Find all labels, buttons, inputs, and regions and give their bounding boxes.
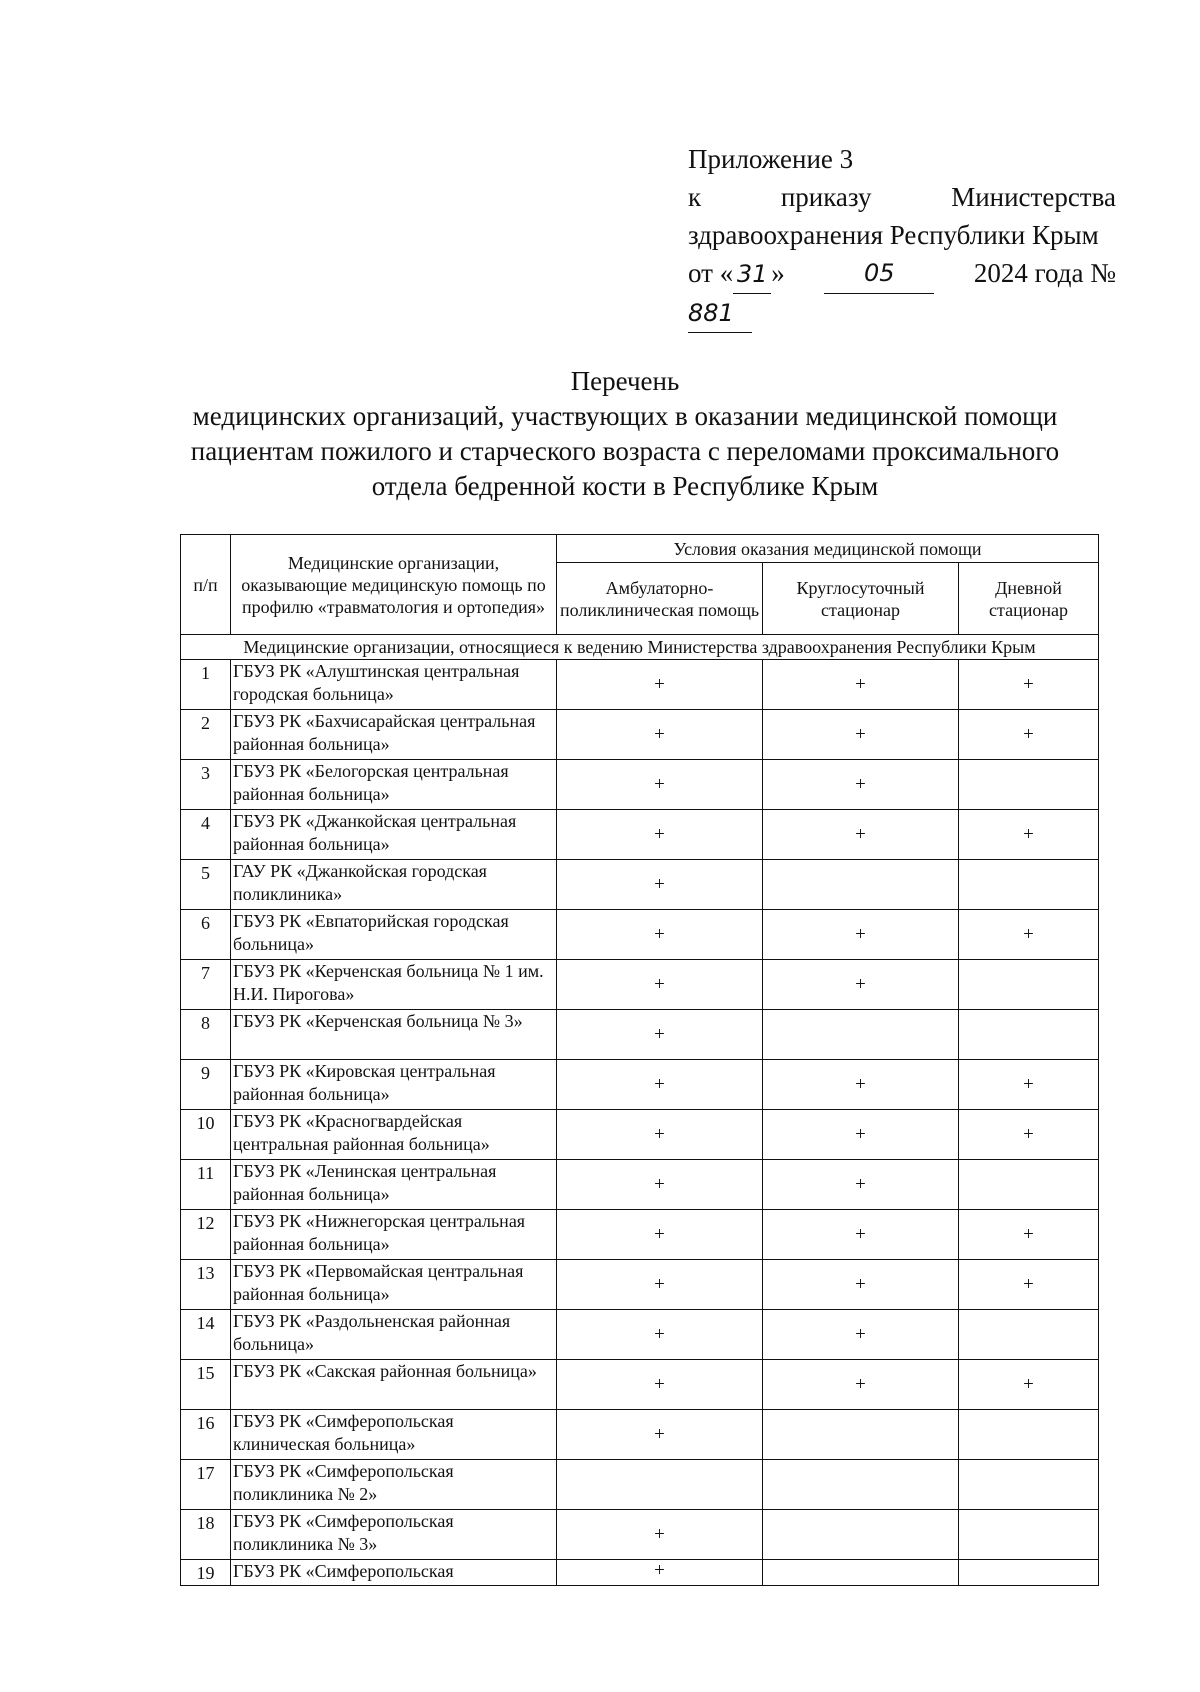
row-number: 9 <box>181 1060 231 1110</box>
row-number: 5 <box>181 860 231 910</box>
row-ambulatory-mark: + <box>557 1160 763 1210</box>
row-number: 11 <box>181 1160 231 1210</box>
header-hospital: Круглосуточный стационар <box>763 563 959 635</box>
table-row <box>181 810 1099 860</box>
table-row <box>181 710 1099 760</box>
row-hospital-mark: + <box>763 810 959 860</box>
row-ambulatory-mark: + <box>557 710 763 760</box>
row-number: 18 <box>181 1510 231 1560</box>
row-number: 16 <box>181 1410 231 1460</box>
row-ambulatory-mark: + <box>557 1110 763 1160</box>
header-org: Медицинские организации, оказывающие медицинскую помощь по профилю «травматология и ортопедия» <box>231 535 557 635</box>
appendix-title: Приложение 3 <box>688 144 854 174</box>
row-organization: ГБУЗ РК «Белогорская центральная районная больница» <box>231 760 557 810</box>
row-ambulatory-mark: + <box>557 760 763 810</box>
row-number: 3 <box>181 760 231 810</box>
row-ambulatory-mark: + <box>557 660 763 710</box>
table-row <box>181 1110 1099 1160</box>
date-prefix: от « <box>688 258 734 288</box>
row-organization: ГБУЗ РК «Евпаторийская городская больница» <box>231 910 557 960</box>
row-number: 17 <box>181 1460 231 1510</box>
row-hospital-mark: + <box>763 760 959 810</box>
table-row <box>181 1560 1099 1586</box>
row-hospital-mark: + <box>763 1210 959 1260</box>
row-hospital-mark <box>763 1510 959 1560</box>
table-row <box>181 1210 1099 1260</box>
table-row <box>181 1010 1099 1060</box>
appendix-ministry: Министерства <box>951 182 1116 212</box>
table-row <box>181 760 1099 810</box>
row-ambulatory-mark: + <box>557 1560 763 1586</box>
header-conditions: Условия оказания медицинской помощи <box>557 535 1099 563</box>
row-number: 10 <box>181 1110 231 1160</box>
row-organization: ГБУЗ РК «Алуштинская центральная городская больница» <box>231 660 557 710</box>
row-day-mark: + <box>959 1260 1099 1310</box>
row-hospital-mark: + <box>763 1060 959 1110</box>
row-organization: ГБУЗ РК «Ленинская центральная районная больница» <box>231 1160 557 1210</box>
row-day-mark <box>959 1560 1099 1586</box>
organizations-table <box>180 534 1099 1586</box>
row-day-mark <box>959 1010 1099 1060</box>
row-number: 1 <box>181 660 231 710</box>
row-day-mark: + <box>959 910 1099 960</box>
row-number: 2 <box>181 710 231 760</box>
row-organization: ГБУЗ РК «Керченская больница № 1 им. Н.И. Пирогова» <box>231 960 557 1010</box>
row-organization: ГАУ РК «Джанкойская городская поликлиника» <box>231 860 557 910</box>
row-hospital-mark <box>763 1410 959 1460</box>
document-title <box>150 364 1100 504</box>
row-number: 4 <box>181 810 231 860</box>
row-organization: ГБУЗ РК «Керченская больница № 3» <box>231 1010 557 1060</box>
header-ambulatory: Амбулаторно-поликлиническая помощь <box>557 563 763 635</box>
title-line-4: отдела бедренной кости в Республике Крым <box>371 471 879 501</box>
row-number: 8 <box>181 1010 231 1060</box>
row-hospital-mark: + <box>763 910 959 960</box>
row-organization: ГБУЗ РК «Кировская центральная районная больница» <box>231 1060 557 1110</box>
row-day-mark: + <box>959 1110 1099 1160</box>
row-day-mark <box>959 960 1099 1010</box>
date-year: 2024 года № <box>973 258 1116 288</box>
title-line-3: пациентам пожилого и старческого возраста с переломами проксимального <box>190 436 1060 466</box>
row-day-mark: + <box>959 710 1099 760</box>
row-ambulatory-mark: + <box>557 1310 763 1360</box>
row-ambulatory-mark: + <box>557 1210 763 1260</box>
appendix-number-line <box>688 294 1116 333</box>
row-organization: ГБУЗ РК «Джанкойская центральная районная больница» <box>231 810 557 860</box>
appendix-date-line <box>688 254 1116 294</box>
title-line-2: медицинских организаций, участвующих в оказании медицинской помощи <box>192 401 1058 431</box>
row-organization: ГБУЗ РК «Симферопольская клиническая больница» <box>231 1410 557 1460</box>
row-ambulatory-mark: + <box>557 910 763 960</box>
row-organization: ГБУЗ РК «Симферопольская <box>231 1560 557 1586</box>
row-hospital-mark: + <box>763 710 959 760</box>
row-ambulatory-mark: + <box>557 1510 763 1560</box>
row-day-mark <box>959 1410 1099 1460</box>
row-number: 13 <box>181 1260 231 1310</box>
row-day-mark <box>959 1160 1099 1210</box>
appendix-line-2 <box>688 178 1116 216</box>
row-ambulatory-mark <box>557 1460 763 1510</box>
row-day-mark: + <box>959 1060 1099 1110</box>
date-day-handwritten: 31 <box>733 255 771 294</box>
row-organization: ГБУЗ РК «Первомайская центральная районная больница» <box>231 1260 557 1310</box>
row-ambulatory-mark: + <box>557 1060 763 1110</box>
row-ambulatory-mark: + <box>557 810 763 860</box>
table-row <box>181 1410 1099 1460</box>
table-row <box>181 1310 1099 1360</box>
row-number: 15 <box>181 1360 231 1410</box>
row-organization: ГБУЗ РК «Сакская районная больница» <box>231 1360 557 1410</box>
appendix-line-3 <box>688 216 1116 254</box>
row-organization: ГБУЗ РК «Красногвардейская центральная районная больница» <box>231 1110 557 1160</box>
row-organization: ГБУЗ РК «Симферопольская поликлиника № 3» <box>231 1510 557 1560</box>
row-ambulatory-mark: + <box>557 860 763 910</box>
row-day-mark: + <box>959 660 1099 710</box>
row-day-mark: + <box>959 1210 1099 1260</box>
table-row <box>181 860 1099 910</box>
row-number: 6 <box>181 910 231 960</box>
row-ambulatory-mark: + <box>557 1410 763 1460</box>
header-num: п/п <box>181 535 231 635</box>
row-ambulatory-mark: + <box>557 1010 763 1060</box>
row-day-mark <box>959 1460 1099 1510</box>
row-number: 19 <box>181 1560 231 1586</box>
row-hospital-mark: + <box>763 1160 959 1210</box>
row-day-mark <box>959 1510 1099 1560</box>
row-number: 12 <box>181 1210 231 1260</box>
order-number-handwritten: 881 <box>688 294 752 333</box>
row-day-mark: + <box>959 810 1099 860</box>
row-hospital-mark: + <box>763 660 959 710</box>
date-month-handwritten: 05 <box>824 254 934 294</box>
row-hospital-mark: + <box>763 1360 959 1410</box>
row-ambulatory-mark: + <box>557 1260 763 1310</box>
row-day-mark: + <box>959 1360 1099 1410</box>
appendix-line-1 <box>688 140 1116 178</box>
section-row <box>181 635 1099 660</box>
row-organization: ГБУЗ РК «Симферопольская поликлиника № 2» <box>231 1460 557 1510</box>
row-number: 7 <box>181 960 231 1010</box>
appendix-block <box>688 140 1116 333</box>
row-hospital-mark: + <box>763 960 959 1010</box>
row-hospital-mark: + <box>763 1260 959 1310</box>
title-line-1: Перечень <box>570 366 680 396</box>
row-day-mark <box>959 760 1099 810</box>
row-day-mark <box>959 860 1099 910</box>
row-number: 14 <box>181 1310 231 1360</box>
table-row <box>181 910 1099 960</box>
table-row <box>181 1160 1099 1210</box>
row-ambulatory-mark: + <box>557 1360 763 1410</box>
row-ambulatory-mark: + <box>557 960 763 1010</box>
table-row <box>181 960 1099 1010</box>
appendix-date-day-group <box>688 254 785 294</box>
table-row <box>181 1260 1099 1310</box>
section-label: Медицинские организации, относящиеся к ведению Министерства здравоохранения Республики Крым <box>181 635 1099 660</box>
row-hospital-mark <box>763 1010 959 1060</box>
appendix-order-word: приказу <box>780 182 872 212</box>
row-organization: ГБУЗ РК «Нижнегорская центральная районная больница» <box>231 1210 557 1260</box>
row-hospital-mark: + <box>763 1110 959 1160</box>
table-row <box>181 1060 1099 1110</box>
appendix-k: к <box>688 182 702 212</box>
date-close: » <box>771 258 785 288</box>
table-row <box>181 1360 1099 1410</box>
row-hospital-mark <box>763 860 959 910</box>
row-organization: ГБУЗ РК «Раздольненская районная больница» <box>231 1310 557 1360</box>
row-organization: ГБУЗ РК «Бахчисарайская центральная районная больница» <box>231 710 557 760</box>
header-day: Дневной стационар <box>959 563 1099 635</box>
table-row <box>181 660 1099 710</box>
row-day-mark <box>959 1310 1099 1360</box>
appendix-ministry-name: здравоохранения Республики Крым <box>688 220 1099 250</box>
row-hospital-mark <box>763 1460 959 1510</box>
row-hospital-mark <box>763 1560 959 1586</box>
row-hospital-mark: + <box>763 1310 959 1360</box>
table-row <box>181 1510 1099 1560</box>
table-row <box>181 1460 1099 1510</box>
